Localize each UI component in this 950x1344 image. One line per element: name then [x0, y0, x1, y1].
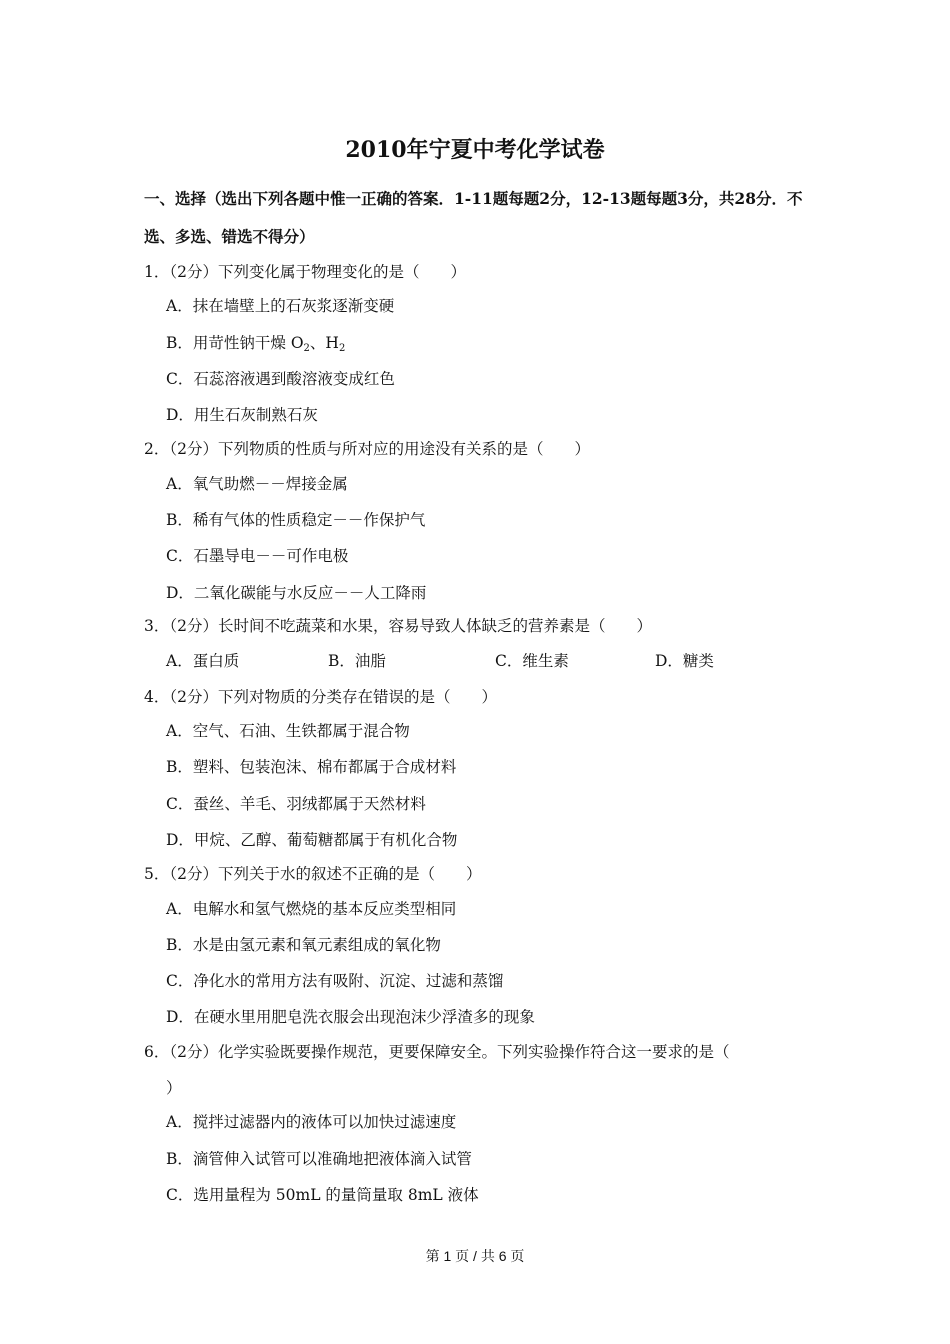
question-6-option-c: C．选用量程为 50mL 的量筒量取 8mL 液体: [166, 1186, 479, 1204]
question-5-stem: 5．（2分）下列关于水的叙述不正确的是（ ）: [144, 865, 482, 883]
question-6-option-a: A．搅拌过滤器内的液体可以加快过滤速度: [166, 1113, 457, 1131]
question-6-stem-continued: ）: [166, 1079, 182, 1097]
question-2-stem: 2．（2分）下列物质的性质与所对应的用途没有关系的是（ ）: [144, 440, 590, 458]
question-4-option-a: A．空气、石油、生铁都属于混合物: [166, 722, 410, 740]
question-5-option-c: C．净化水的常用方法有吸附、沉淀、过滤和蒸馏: [166, 972, 504, 990]
question-1-option-d: D．用生石灰制熟石灰: [166, 406, 318, 424]
question-3-stem: 3．（2分）长时间不吃蔬菜和水果，容易导致人体缺乏的营养素是（ ）: [144, 617, 652, 635]
question-4-option-b: B．塑料、包装泡沫、棉布都属于合成材料: [166, 758, 457, 776]
question-2-option-d: D．二氧化碳能与水反应－－人工降雨: [166, 584, 427, 602]
question-5-option-a: A．电解水和氢气燃烧的基本反应类型相同: [166, 900, 457, 918]
section-heading: 一、选择（选出下列各题中惟一正确的答案．1-11题每题2分，12-13题每题3分，共28分．不选、多选、错选不得分）: [144, 189, 803, 246]
question-6-stem: 6．（2分）化学实验既要操作规范，更要保障安全。下列实验操作符合这一要求的是（: [144, 1043, 730, 1061]
question-2-option-b: B．稀有气体的性质稳定－－作保护气: [166, 511, 426, 529]
question-3-option-a: A．蛋白质: [166, 652, 240, 670]
question-3-option-b: B．油脂: [328, 652, 386, 670]
question-1-option-a: A．抹在墙壁上的石灰浆逐渐变硬: [166, 297, 395, 315]
question-4-option-d: D．甲烷、乙醇、葡萄糖都属于有机化合物: [166, 831, 458, 849]
question-4-option-c: C．蚕丝、羊毛、羽绒都属于天然材料: [166, 795, 426, 813]
question-4-stem: 4．（2分）下列对物质的分类存在错误的是（ ）: [144, 688, 497, 706]
subscript: 2: [303, 343, 310, 354]
question-6-option-b: B．滴管伸入试管可以准确地把液体滴入试管: [166, 1150, 472, 1168]
question-3-option-c: C．维生素: [495, 652, 569, 670]
subscript: 2: [338, 343, 346, 354]
question-5-option-d: D．在硬水里用肥皂洗衣服会出现泡沫少浮渣多的现象: [166, 1008, 535, 1026]
question-1-stem: 1．（2分）下列变化属于物理变化的是（ ）: [144, 263, 466, 281]
page-footer: 第 1 页 / 共 6 页: [425, 1248, 525, 1264]
question-2-option-c: C．石墨导电－－可作电极: [166, 547, 349, 565]
option-b-text: B．用苛性钠干燥 O: [166, 334, 304, 352]
page-title: 2010年宁夏中考化学试卷: [345, 137, 605, 163]
question-1-option-b: [166, 331, 345, 354]
question-2-option-a: A．氧气助燃－－焊接金属: [166, 475, 348, 493]
question-5-option-b: B．水是由氢元素和氧元素组成的氧化物: [166, 936, 441, 954]
option-b-text-mid: 、H: [309, 334, 339, 352]
question-3-option-d: D．糖类: [655, 652, 714, 670]
question-1-option-c: C．石蕊溶液遇到酸溶液变成红色: [166, 370, 395, 388]
